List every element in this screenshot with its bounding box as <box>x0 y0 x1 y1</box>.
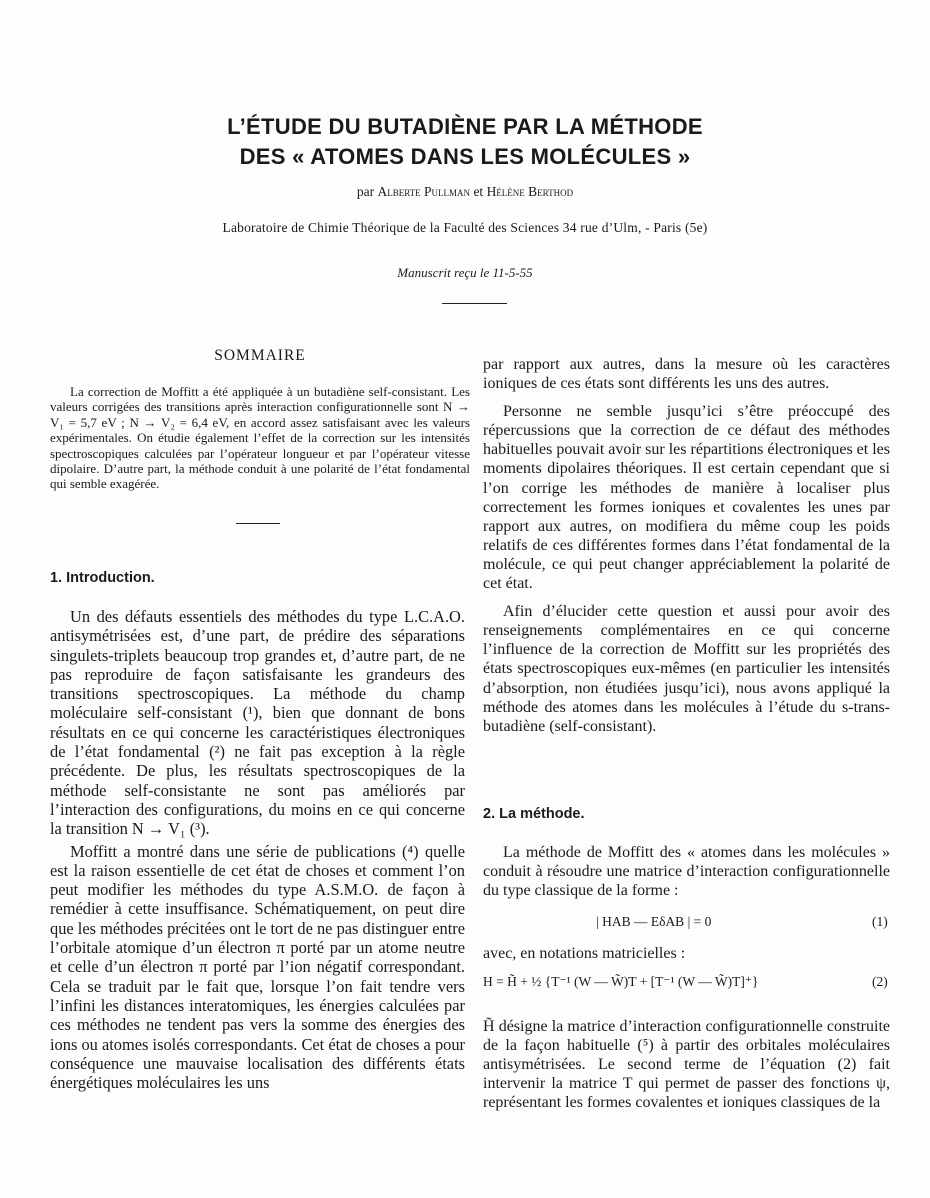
abstract-divider <box>236 523 280 524</box>
right-paragraph-2: Personne ne semble jusqu’ici s’être préoccupé des répercussions que la correction de ce défaut des méthodes habituelles pouvait avoir sur les répartitions électroniques et les moments dipolaires théoriques. Il est certain cependant que si l’on corrige les méthodes de manière à localiser plus correctement les formes ioniques et covalentes les unes par rapport aux autres, on modifiera du même coup les poids relatifs de ces différentes formes dans l’état fondamental de la molécule, ce qui peut changer appréciablement la polarité de cet état. <box>483 403 890 593</box>
abstract-paragraph: La correction de Moffitt a été appliquée à un butadiène self-consistant. Les valeurs corrigées des transitions après interaction configurationnelle sont N → V₁ = 5,7 eV ; N → V₂ = 6,4 eV, en accord assez satisfaisant avec les valeurs expérimentales. On étudie également l’effet de la correction sur les intensités spectroscopiques calculées par l’opérateur longueur et par l’opérateur vitesse dipolaire. D’autre part, la méthode conduit à une polarité de l’état fondamental qui semble exagérée. <box>50 384 470 492</box>
method-paragraph-1: La méthode de Moffitt des « atomes dans les molécules » conduit à résoudre une matrice d’interaction configurationnelle du type classique de la forme : <box>483 844 890 900</box>
section-2-para-3 <box>483 1017 890 1112</box>
paper-title-line2: DES « ATOMES DANS LES MOLÉCULES » <box>239 144 691 169</box>
equation-2-number: (2) <box>872 974 888 989</box>
manuscript-received: Manuscrit reçu le 11-5-55 <box>397 265 533 280</box>
abstract-heading: SOMMAIRE <box>214 347 306 364</box>
abstract-body <box>50 384 470 492</box>
header-divider <box>442 303 507 304</box>
section-1-body <box>50 607 465 1092</box>
section-2-para-2 <box>483 944 890 963</box>
author-2: Hélène Berthod <box>486 184 574 199</box>
right-paragraph-1: par rapport aux autres, dans la mesure où les caractères ioniques de ces états sont différents les uns des autres. <box>483 356 890 393</box>
section-2-heading: 2. La méthode. <box>483 806 585 822</box>
section-2-para-1 <box>483 843 890 900</box>
equation-1-number: (1) <box>872 914 888 929</box>
equation-1: | HAB — EδAB | = 0 <box>596 914 712 929</box>
equation-2: H = H̃ + ½ {T⁻¹ (W — W̃)T + [T⁻¹ (W — W̃)T]⁺} <box>483 974 759 989</box>
section-1-paragraph-1: Un des défauts essentiels des méthodes du type L.C.A.O. antisymétrisées est, d’une part, de prédire des séparations singulets-triplets beaucoup trop grandes et, d’autre part, de ne pas reproduire de façon satisfaisante les grandeurs des transitions spectroscopiques. La méthode du champ moléculaire self-consistant (¹), bien que donnant de bons résultats en ce qui concerne les caractéristiques électroniques de l’état fondamental (²) ne fait pas exception à la règle précédente. De plus, les résultats spectroscopiques de la méthode self-consistante ne sont pas améliorés par l’interaction des configurations, du moins en ce qui concerne la transition N → V₁ (³). <box>50 607 465 839</box>
section-1-paragraph-2: Moffitt a montré dans une série de publications (⁴) quelle est la raison essentielle de cet état de choses et comment l’on peut modifier les méthodes du type A.S.M.O. de façon à remédier à cette insuffisance. Schématiquement, on peut dire que les méthodes précitées ont le tort de ne pas distinguer entre l’orbitale atomique d’un électron π porté par un atome neutre et celle d’un électron π porté par l’ion négatif correspondant. Cela se traduit par le fait que, lorsque l’on fait tendre vers l’infini les distances interatomiques, les énergies calculées par ces méthodes ne tendent pas vers la somme des énergies des ions ou atomes isolés correspondants. Cet état de choses a pour conséquence une mauvaise localisation des différents états énergétiques moléculaires les uns <box>50 841 465 1093</box>
authors-line <box>0 184 930 200</box>
method-paragraph-2: avec, en notations matricielles : <box>483 945 686 962</box>
method-paragraph-3: H̃ désigne la matrice d’interaction configurationnelle construite de la façon habituelle (⁵) à partir des orbitales moléculaires antisymétrisées. Le second terme de l’équation (2) fait intervenir la matrice T qui permet de passer des fonctions ψ, représentant les formes covalentes et ioniques classiques de la <box>483 1018 890 1112</box>
section-1-heading: 1. Introduction. <box>50 570 155 586</box>
affiliation: Laboratoire de Chimie Théorique de la Faculté des Sciences 34 rue d’Ulm, - Paris (5e) <box>222 220 708 235</box>
authors-prefix: par <box>356 184 375 199</box>
right-column-intro <box>483 355 890 736</box>
right-paragraph-3: Afin d’élucider cette question et aussi pour avoir des renseignements complémentaires en ce qui concerne l’influence de la correction de Moffitt sur les propriétés des états spectroscopiques eux-mêmes (en particulier les intensités d’absorption, non étudiées jusqu’ici), nous avons appliqué la méthode des atomes dans les molécules à l’étude du s-trans-butadiène (self-consistant). <box>483 603 890 735</box>
paper-title-line1: L’ÉTUDE DU BUTADIÈNE PAR LA MÉTHODE <box>227 114 703 139</box>
author-1: Alberte Pullman <box>377 184 471 199</box>
authors-separator: et <box>473 184 484 199</box>
